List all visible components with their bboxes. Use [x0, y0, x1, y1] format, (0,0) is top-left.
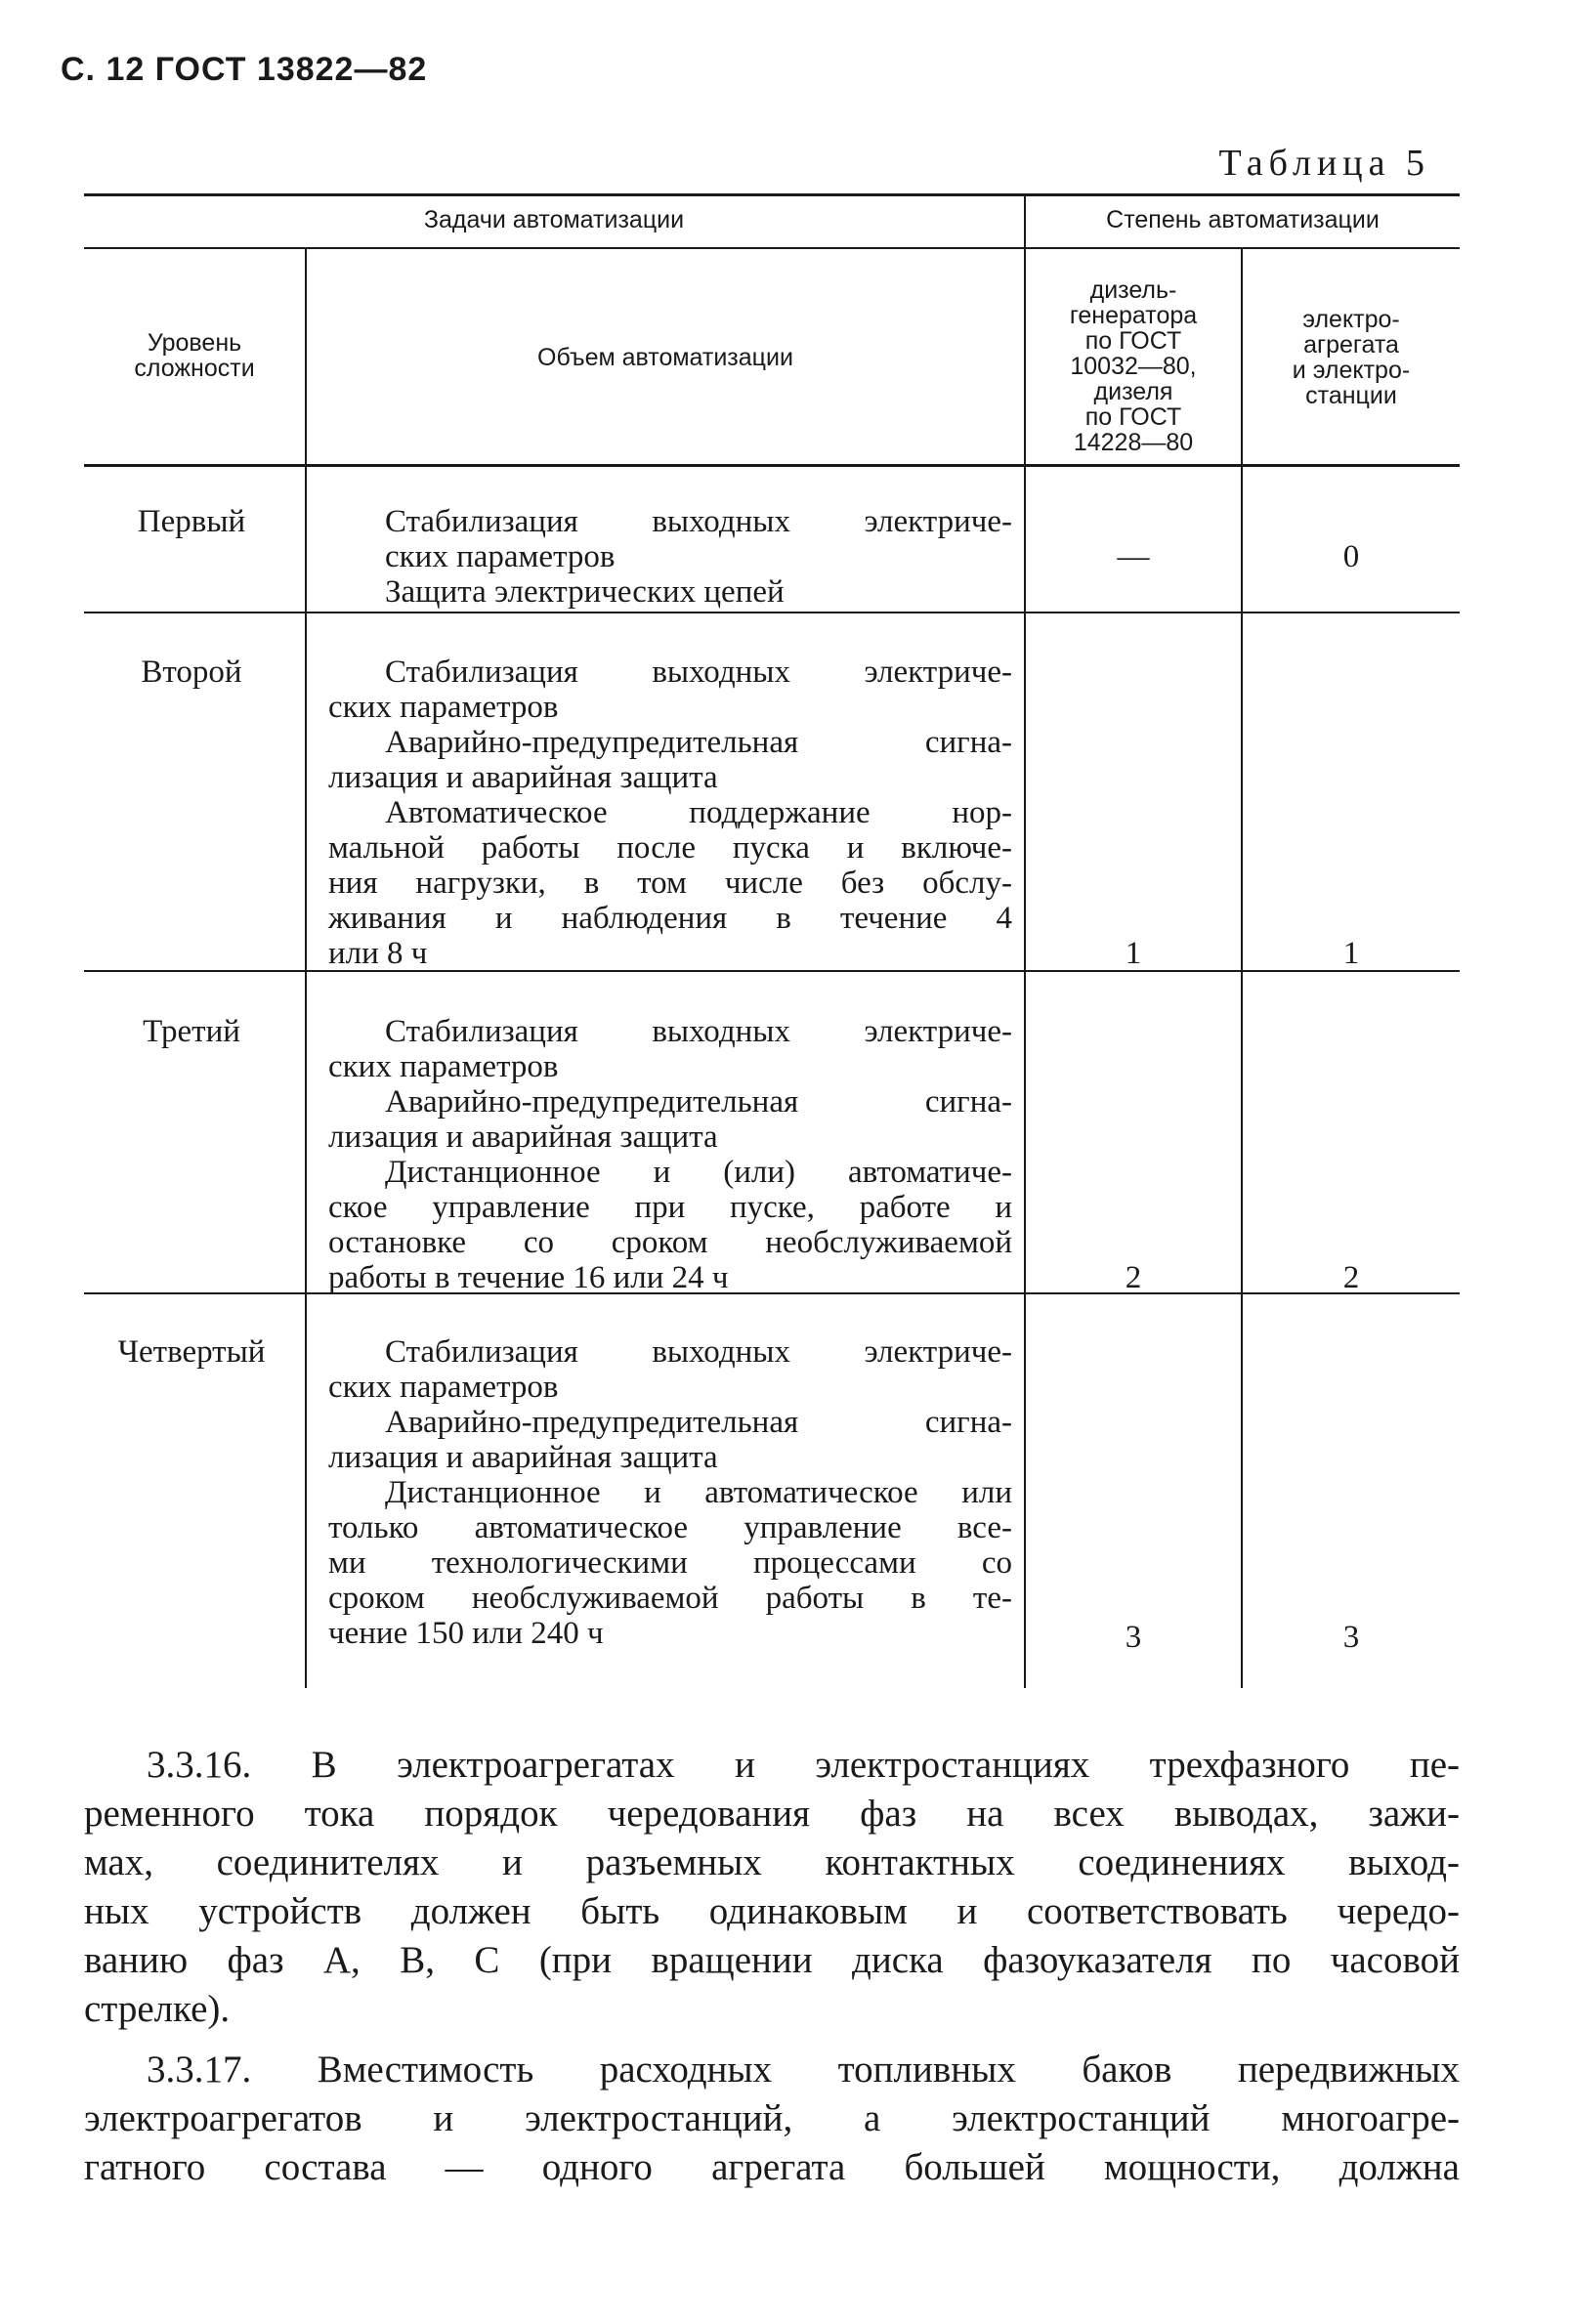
row-degree-electro: 3	[1342, 1620, 1360, 1655]
column-header-scope: Объем автоматизации	[537, 344, 793, 371]
scope-line: ния нагрузки, в том числе без обслу-	[328, 866, 1012, 901]
paragraph-line: гатного состава — одного агрегата большей мощности, должна	[84, 2146, 1460, 2188]
scope-line: сроком необслуживаемой работы в те-	[328, 1581, 1012, 1616]
row-scope	[328, 655, 1012, 971]
scope-line: Аварийно-предупредительная сигна-	[385, 1405, 1012, 1440]
table-top-rule	[84, 193, 1460, 196]
row-degree-diesel: 2	[1125, 1260, 1142, 1295]
row-degree-electro: 0	[1342, 539, 1360, 574]
scope-line: Аварийно-предупредительная сигна-	[385, 1084, 1012, 1120]
row-level: Второй	[141, 655, 242, 690]
column-divider	[305, 249, 307, 1688]
group-header-tasks: Задачи автоматизации	[423, 206, 685, 233]
scope-line: Аварийно-предупредительная сигна-	[385, 725, 1012, 760]
paragraph-line: ванию фаз А, В, С (при вращении диска фазоуказателя по часовой	[84, 1939, 1460, 1981]
row-scope	[328, 1014, 1012, 1295]
paragraph-3-3-16	[84, 1741, 1460, 2034]
scope-line: работы в течение 16 или 24 ч	[328, 1260, 729, 1295]
scope-line: лизация и аварийная защита	[328, 1120, 718, 1155]
paragraph-line: стрелке).	[84, 1988, 231, 2030]
scope-line: Стабилизация выходных электриче-	[385, 504, 1012, 539]
scope-line: чение 150 или 240 ч	[328, 1616, 604, 1651]
row-scope	[328, 1334, 1012, 1651]
scope-line: Стабилизация выходных электриче-	[385, 1014, 1012, 1049]
scope-line: лизация и аварийная защита	[328, 760, 718, 795]
row-level: Третий	[143, 1014, 240, 1049]
group-header-rule	[84, 247, 1460, 249]
scope-line: Стабилизация выходных электриче-	[385, 1334, 1012, 1370]
row-divider	[84, 612, 1460, 613]
paragraph-3-3-17	[84, 2046, 1460, 2192]
paragraph-line: 3.3.16. В электроагрегатах и электростанциях трехфазного пе-	[147, 1744, 1460, 1786]
scope-line: Дистанционное и автоматическое или	[385, 1475, 1012, 1510]
automation-table	[84, 193, 1460, 1688]
paragraph-line: электроагрегатов и электростанций, а электростанций многоагре-	[84, 2097, 1460, 2139]
group-header-degree: Степень автоматизации	[1106, 206, 1380, 233]
row-degree-diesel: —	[1117, 539, 1150, 574]
scope-line: Стабилизация выходных электриче-	[385, 655, 1012, 690]
table-caption: Таблица 5	[1218, 143, 1430, 184]
scope-line: ских параметров	[328, 690, 559, 725]
column-header-electro: электро- агрегата и электро- станции	[1292, 306, 1411, 409]
paragraph-line: ременного тока порядок чередования фаз на всех выводах, зажи-	[84, 1793, 1460, 1835]
scope-line: ми технологическими процессами со	[328, 1545, 1012, 1581]
scope-line: Дистанционное и (или) автоматиче-	[385, 1155, 1012, 1190]
row-level: Первый	[137, 504, 246, 539]
row-degree-electro: 1	[1342, 936, 1360, 971]
scope-line: мальной работы после пуска и включе-	[328, 830, 1012, 866]
scope-line: ских параметров	[385, 539, 616, 574]
scope-line: ских параметров	[328, 1370, 559, 1405]
row-degree-diesel: 1	[1125, 936, 1142, 971]
scope-line: Защита электрических цепей	[385, 574, 785, 610]
scope-line: лизация и аварийная защита	[328, 1440, 718, 1475]
header-bottom-rule	[84, 464, 1460, 467]
page-header: С. 12 ГОСТ 13822—82	[61, 51, 428, 88]
scope-line: ское управление при пуске, работе и	[328, 1190, 1012, 1225]
paragraph-line: 3.3.17. Вместимость расходных топливных баков передвижных	[147, 2049, 1460, 2091]
scope-line: только автоматическое управление все-	[328, 1510, 1012, 1545]
scope-line: или 8 ч	[328, 936, 428, 971]
scope-line: ских параметров	[328, 1049, 559, 1084]
column-header-diesel: дизель- генератора по ГОСТ 10032—80, дизеля по ГОСТ 14228—80	[1069, 276, 1198, 456]
scope-line: Автоматическое поддержание нор-	[385, 795, 1012, 830]
column-header-level: Уровень сложности	[134, 329, 255, 382]
row-level: Четвертый	[117, 1334, 266, 1370]
scope-line: живания и наблюдения в течение 4	[328, 901, 1012, 936]
row-scope	[328, 504, 1012, 610]
row-degree-diesel: 3	[1125, 1620, 1142, 1655]
scope-line: остановке со сроком необслуживаемой	[328, 1225, 1012, 1260]
paragraph-line: ных устройств должен быть одинаковым и соответствовать чередо-	[84, 1890, 1460, 1932]
paragraph-line: мах, соединителях и разъемных контактных соединениях выход-	[84, 1841, 1460, 1883]
row-degree-electro: 2	[1342, 1260, 1360, 1295]
